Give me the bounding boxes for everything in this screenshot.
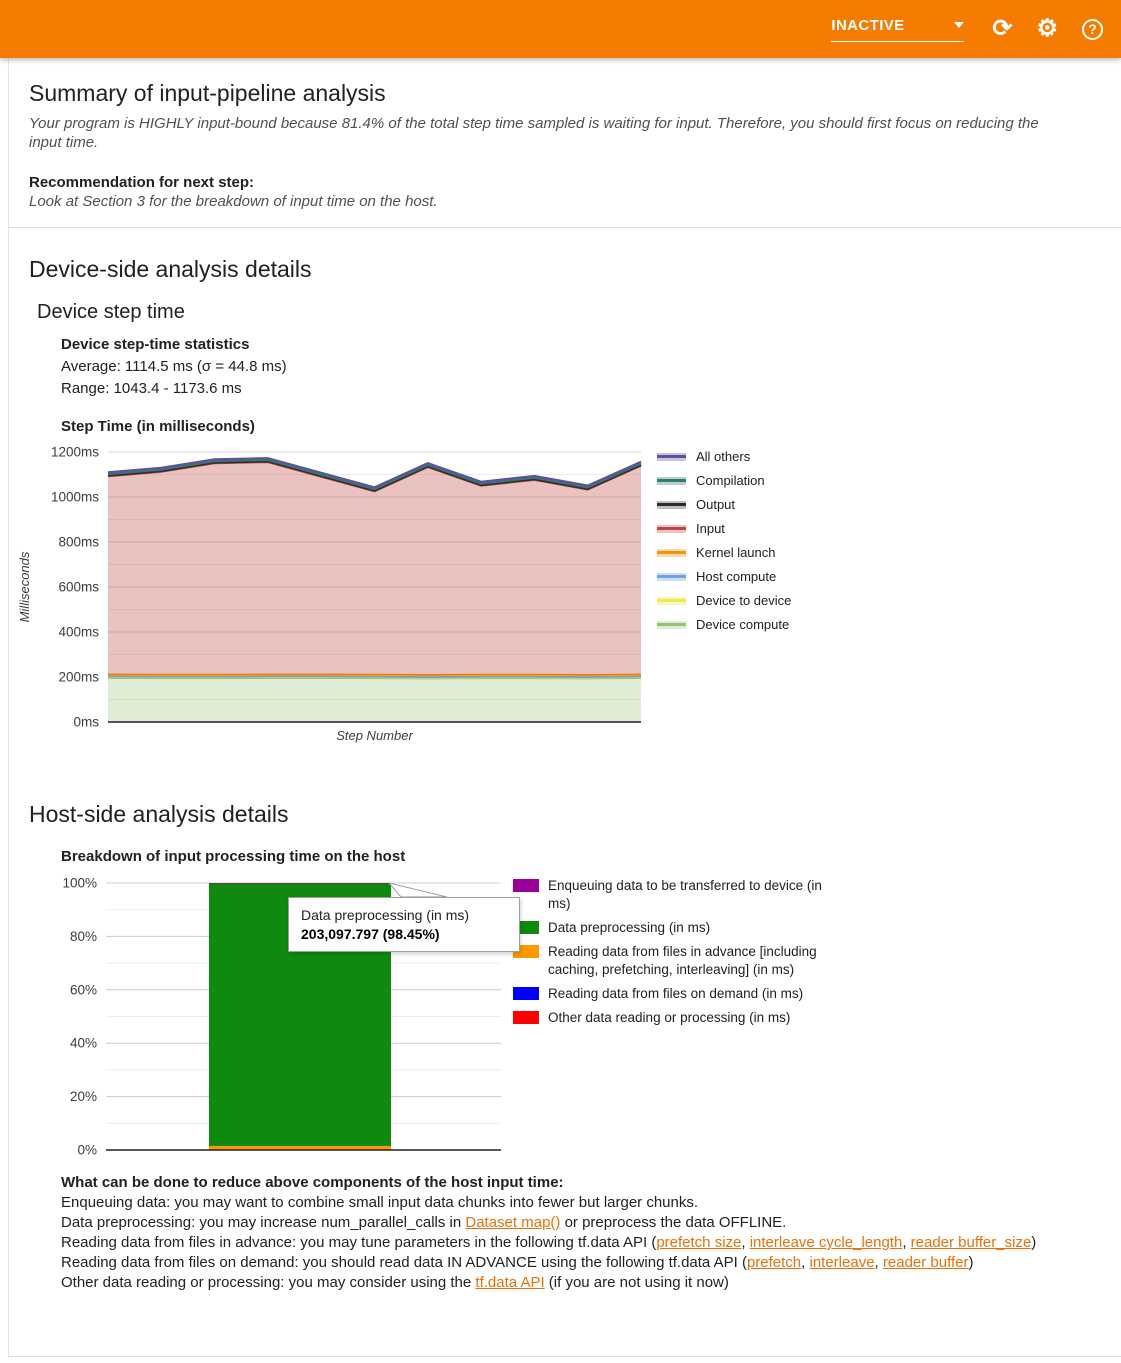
legend-swatch — [657, 573, 686, 581]
advice-text: ) — [968, 1254, 974, 1271]
legend-label: Kernel launch — [696, 545, 776, 560]
advice-lines — [61, 1193, 1089, 1293]
stats-heading: Device step-time statistics — [61, 336, 250, 353]
svg-text:20%: 20% — [69, 1089, 97, 1105]
device-section — [9, 228, 1121, 743]
svg-text:1200ms: 1200ms — [50, 444, 99, 460]
advice-text: or preprocess the data OFFLINE. — [560, 1214, 787, 1231]
svg-text:400ms: 400ms — [58, 624, 99, 640]
advice-text: , — [801, 1254, 810, 1271]
tooltip-label: Data preprocessing (in ms) — [301, 907, 470, 923]
legend-label: Reading data from files in advance [including caching, prefetching, interleaving] (in ms) — [548, 944, 817, 977]
legend-label: Data preprocessing (in ms) — [548, 920, 711, 935]
stats-average: Average: 1114.5 ms (σ = 44.8 ms) — [61, 358, 287, 375]
summary-section — [9, 80, 1121, 211]
legend-swatch — [657, 453, 686, 461]
legend-label: Reading data from files on demand (in ms) — [548, 986, 804, 1001]
legend-item — [513, 877, 843, 913]
legend-swatch — [657, 501, 686, 509]
svg-text:60%: 60% — [69, 982, 97, 998]
tooltip-value: 203,097.797 (98.45%) — [301, 926, 440, 942]
advice-text: Reading data from files on demand: you should read data IN ADVANCE using the following tf.data API ( — [61, 1254, 747, 1271]
legend-swatch — [657, 477, 686, 485]
legend-label: Output — [696, 497, 736, 512]
analysis-panel — [8, 58, 1121, 1357]
tfdata-api-link[interactable]: interleave — [809, 1254, 875, 1271]
legend-swatch — [657, 549, 686, 557]
legend-item — [513, 919, 843, 937]
svg-text:100%: 100% — [62, 875, 97, 891]
legend-item — [657, 497, 791, 512]
advice-heading: What can be done to reduce above components of the host input time: — [61, 1174, 564, 1191]
device-step-stats — [61, 334, 1121, 400]
step-time-chart-block — [9, 441, 1121, 743]
step-chart-legend — [657, 449, 791, 641]
legend-label: Device compute — [696, 617, 790, 632]
advice-text: , — [874, 1254, 883, 1271]
legend-item — [513, 985, 843, 1003]
legend-item — [657, 545, 791, 560]
legend-label: Device to device — [696, 593, 792, 608]
advice-text: , — [902, 1234, 911, 1251]
advice-line — [61, 1233, 1089, 1253]
legend-item — [657, 521, 791, 536]
advice-text: , — [741, 1234, 750, 1251]
gear-icon[interactable]: ⚙ — [1036, 15, 1058, 42]
legend-label: Compilation — [696, 473, 765, 488]
legend-item — [657, 449, 791, 464]
tfdata-api-link[interactable]: interleave cycle_length — [749, 1234, 903, 1251]
advice-line — [61, 1273, 1089, 1293]
chevron-down-icon — [954, 22, 964, 28]
step-chart-title: Step Time (in milliseconds) — [61, 418, 255, 435]
legend-swatch — [657, 525, 686, 533]
legend-label: All others — [696, 449, 751, 464]
legend-item — [657, 593, 791, 608]
advice-text: Enqueuing data: you may want to combine small input data chunks into fewer but larger chunks. — [61, 1194, 699, 1211]
legend-swatch — [657, 597, 686, 605]
legend-label: Other data reading or processing (in ms) — [548, 1010, 791, 1025]
summary-body: Your program is HIGHLY input-bound because 81.4% of the total step time sampled is waiting for input. Therefore, you should first focus on reducing the input time. — [29, 115, 1039, 151]
help-icon[interactable]: ? — [1082, 19, 1103, 40]
refresh-icon[interactable]: ⟳ — [992, 15, 1013, 42]
step-time-chart[interactable] — [9, 441, 669, 743]
advice-line — [61, 1193, 1089, 1213]
host-chart-block — [9, 875, 1121, 1159]
svg-text:0%: 0% — [77, 1142, 97, 1158]
capture-status-label: INACTIVE — [831, 16, 905, 34]
svg-text:Step Number: Step Number — [336, 728, 413, 743]
svg-text:600ms: 600ms — [58, 579, 99, 595]
svg-text:Milliseconds: Milliseconds — [17, 551, 32, 623]
device-section-title: Device-side analysis details — [29, 256, 312, 282]
advice-text: Other data reading or processing: you may consider using the — [61, 1274, 476, 1291]
tfdata-api-link[interactable]: prefetch — [746, 1254, 802, 1271]
advice-line — [61, 1253, 1089, 1273]
advice-line — [61, 1213, 1089, 1233]
advice-text: Reading data from files in advance: you may tune parameters in the following tf.data API ( — [61, 1234, 657, 1251]
svg-text:1000ms: 1000ms — [50, 489, 99, 505]
legend-label: Input — [696, 521, 725, 536]
svg-text:0ms: 0ms — [73, 714, 99, 730]
advice-text: ) — [1031, 1234, 1037, 1251]
legend-swatch — [513, 879, 539, 892]
tfdata-api-link[interactable]: Dataset map() — [465, 1214, 561, 1231]
legend-swatch — [513, 1011, 539, 1024]
advice-text: Data preprocessing: you may increase num_parallel_calls in — [61, 1214, 466, 1231]
advice-block — [61, 1173, 1089, 1307]
recommendation-heading: Recommendation for next step: — [29, 174, 255, 191]
legend-swatch — [513, 987, 539, 1000]
legend-swatch — [657, 621, 686, 629]
legend-item — [513, 943, 843, 979]
legend-item — [657, 473, 791, 488]
host-section-title: Host-side analysis details — [29, 801, 289, 827]
stats-range: Range: 1043.4 - 1173.6 ms — [61, 380, 242, 397]
svg-text:800ms: 800ms — [58, 534, 99, 550]
app-toolbar — [0, 0, 1121, 58]
tfdata-api-link[interactable]: reader buffer_size — [910, 1234, 1032, 1251]
summary-title: Summary of input-pipeline analysis — [29, 80, 386, 106]
tfdata-api-link[interactable]: reader buffer — [882, 1254, 969, 1271]
legend-item — [513, 1009, 843, 1027]
svg-text:40%: 40% — [69, 1035, 97, 1051]
host-section — [9, 801, 1121, 1307]
device-step-time-title: Device step time — [37, 301, 185, 323]
advice-text: (if you are not using it now) — [544, 1274, 729, 1291]
tfdata-api-link[interactable]: tf.data API — [475, 1274, 545, 1291]
svg-text:80%: 80% — [69, 928, 97, 944]
host-chart-title: Breakdown of input processing time on the host — [61, 848, 406, 865]
capture-status-dropdown[interactable] — [831, 17, 964, 42]
svg-text:200ms: 200ms — [58, 669, 99, 685]
tfdata-api-link[interactable]: prefetch size — [656, 1234, 742, 1251]
recommendation-body: Look at Section 3 for the breakdown of input time on the host. — [29, 193, 438, 210]
host-chart-legend — [513, 877, 843, 1033]
legend-label: Host compute — [696, 569, 777, 584]
chart-tooltip — [288, 897, 520, 952]
legend-label: Enqueuing data to be transferred to device (in ms) — [548, 878, 822, 911]
legend-item — [657, 617, 791, 632]
legend-item — [657, 569, 791, 584]
